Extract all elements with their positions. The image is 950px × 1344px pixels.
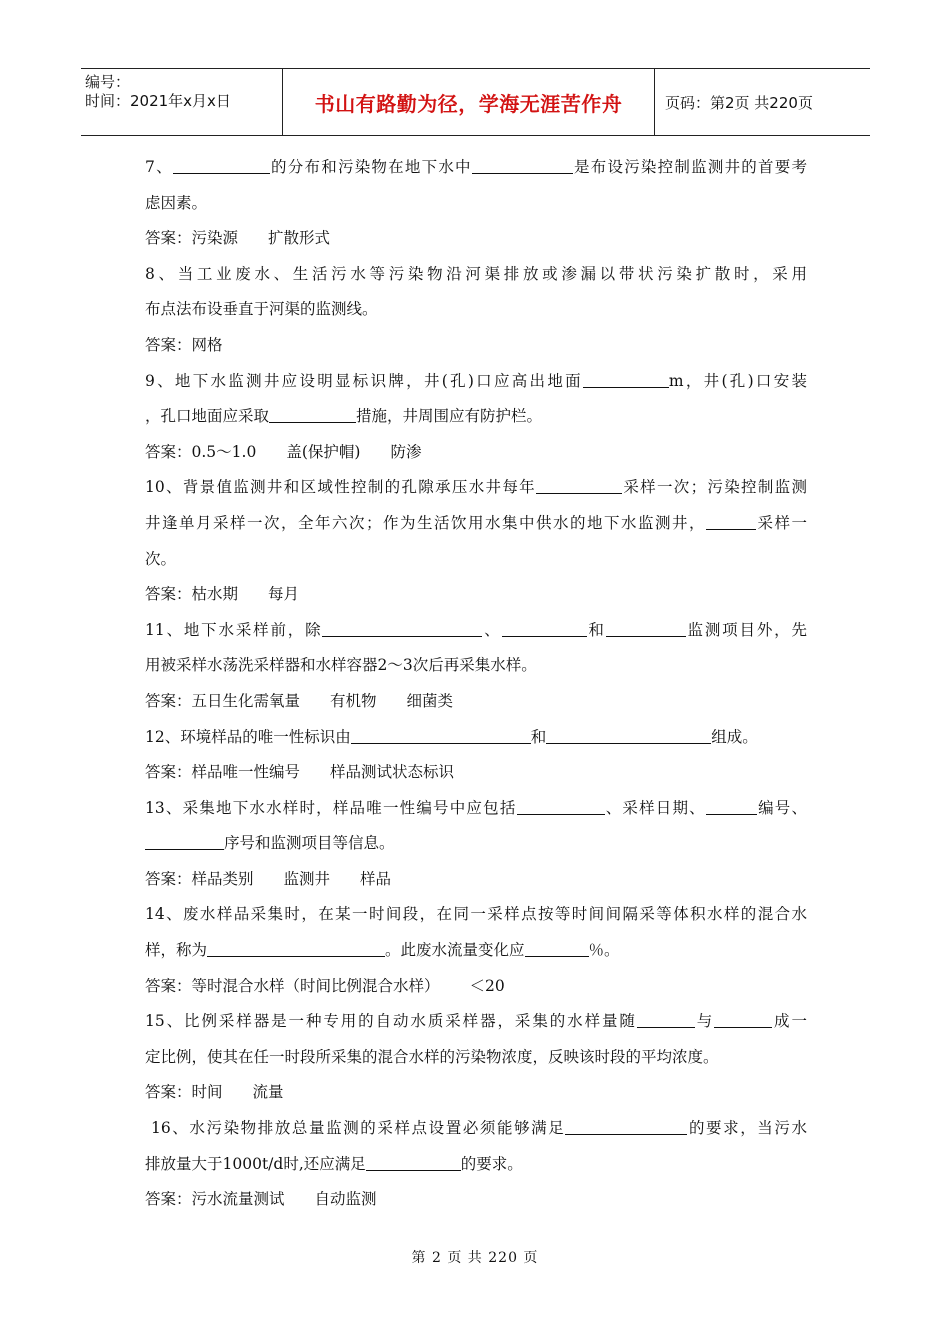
question-text: 样，称为: [145, 941, 208, 960]
question-text: ，孔口地面应采取: [145, 407, 270, 426]
question-text: 、: [482, 620, 502, 639]
answer-value: 等时混合水样（时间比例混合水样）: [191, 976, 440, 995]
question-text: 的要求，当污水: [687, 1119, 807, 1138]
question-text: 采样一: [755, 513, 807, 532]
q9-answer: [145, 435, 807, 471]
answer-label: 答案：: [145, 976, 192, 995]
question-list: [145, 150, 807, 1218]
document-header: [81, 68, 870, 136]
question-text: m，井(孔)口安装: [668, 371, 807, 390]
q7-answer: [145, 221, 807, 257]
answer-label: 答案：: [145, 335, 192, 354]
question-text: 11、地下水采样前，除: [145, 620, 323, 639]
question-text: 和: [530, 727, 547, 746]
q11-line: [145, 613, 807, 649]
q12-line: [145, 720, 807, 756]
q7-line: [145, 150, 807, 186]
answer-value: 0.5～1.0: [191, 442, 257, 461]
answer-value: 监测井: [283, 869, 331, 888]
question-text: 12、环境样品的唯一性标识由: [145, 727, 351, 746]
question-text: 次。: [145, 549, 177, 568]
question-text: 14、废水样品采集时，在某一时间段，在同一采样点按等时间间隔采等体积水样的混合水: [145, 905, 807, 924]
q16-line: [145, 1111, 807, 1147]
fill-blank: [145, 831, 224, 850]
answer-value: 样品类别: [191, 869, 254, 888]
answer-label: 答案：: [145, 869, 192, 888]
q9-line: [145, 399, 807, 435]
q10-line: [145, 470, 807, 506]
question-text: 7、: [145, 158, 173, 176]
question-text: 采样一次；污染控制监测: [622, 478, 807, 497]
question-text: 措施，井周围应有防护栏。: [356, 407, 543, 426]
q13-line: [145, 826, 807, 862]
answer-value: ＜20: [469, 976, 505, 995]
fill-blank: [546, 725, 711, 744]
fill-blank: [517, 796, 605, 815]
question-text: ％。: [588, 941, 620, 960]
answer-label: 答案：: [145, 442, 192, 461]
question-text: 9、地下水监测井应设明显标识牌，井(孔)口应高出地面: [145, 371, 583, 390]
fill-blank: [269, 404, 356, 423]
question-text: 的要求。: [460, 1154, 523, 1173]
answer-value: 污染源: [191, 229, 239, 248]
answer-value: 防渗: [390, 442, 422, 461]
answer-label: 答案：: [145, 229, 192, 248]
answer-value: 时间: [191, 1083, 223, 1102]
q13-answer: [145, 862, 807, 898]
answer-label: 答案：: [145, 585, 192, 604]
question-text: 监测项目外，先: [685, 620, 807, 639]
fill-blank: [714, 1009, 772, 1028]
question-text: 井逢单月采样一次，全年六次；作为生活饮用水集中供水的地下水监测井，: [145, 513, 706, 532]
answer-value: 每月: [268, 585, 300, 604]
q9-line: [145, 364, 807, 400]
question-text: 的分布和污染物在地下水中: [269, 158, 472, 176]
question-text: 和: [586, 620, 606, 639]
fill-blank: [637, 1009, 695, 1028]
answer-value: 污水流量测试: [191, 1190, 285, 1209]
answer-value: 样品: [360, 869, 392, 888]
page-footer: 第 2 页 共 220 页: [411, 1250, 539, 1266]
q15-line: [145, 1004, 807, 1040]
answer-value: 扩散形式: [268, 229, 331, 248]
question-text: 与: [694, 1012, 715, 1031]
question-text: 虑因素。: [145, 193, 208, 212]
answer-value: 盖(保护帽): [286, 442, 361, 461]
answer-value: 自动监测: [314, 1190, 377, 1209]
answer-label: 答案：: [145, 1190, 192, 1209]
q11-answer: [145, 684, 807, 720]
answer-label: 答案：: [145, 1083, 192, 1102]
answer-value: 枯水期: [191, 585, 239, 604]
answer-value: 细菌类: [406, 691, 454, 710]
question-text: 序号和监测项目等信息。: [224, 834, 395, 853]
fill-blank: [173, 155, 270, 174]
fill-blank: [366, 1152, 461, 1171]
fill-blank: [565, 1116, 687, 1135]
q8-line: [145, 257, 807, 293]
fill-blank: [536, 475, 622, 494]
answer-value: 流量: [252, 1083, 284, 1102]
answer-value: 有机物: [330, 691, 377, 710]
answer-label: 答案：: [145, 691, 192, 710]
fill-blank: [525, 938, 589, 957]
q12-answer: [145, 755, 807, 791]
answer-value: 五日生化需氧量: [191, 691, 301, 710]
question-text: 定比例，使其在任一时段所采集的混合水样的污染物浓度，反映该时段的平均浓度。: [145, 1047, 719, 1066]
question-text: 10、背景值监测井和区域性控制的孔隙承压水井每年: [145, 478, 536, 497]
answer-value: 样品测试状态标识: [330, 763, 455, 782]
q10-line: [145, 506, 807, 542]
code-label: 编号：: [85, 73, 131, 91]
question-text: 成一: [772, 1012, 807, 1031]
q15-line: [145, 1040, 807, 1076]
fill-blank: [606, 618, 686, 637]
q11-line: [145, 648, 807, 684]
question-text: 组成。: [711, 727, 758, 746]
q8-answer: [145, 328, 807, 364]
fill-blank: [583, 369, 669, 388]
question-text: 8、当工业废水、生活污水等污染物沿河渠排放或渗漏以带状污染扩散时，采用: [145, 264, 807, 283]
header-motto: 书山有路勤为径，学海无涯苦作舟: [282, 69, 655, 135]
question-text: 。此废水流量变化应: [385, 941, 525, 960]
header-page-label: 页码：第2页 共220页: [665, 93, 813, 112]
date-label: 时间：2021年x月x日: [85, 92, 231, 110]
question-text: 用被采样水荡洗采样器和水样容器2～3次后再采集水样。: [145, 656, 537, 675]
header-meta: [81, 69, 282, 135]
answer-value: 样品唯一性编号: [191, 763, 301, 782]
q8-line: [145, 292, 807, 328]
q14-line: [145, 933, 807, 969]
fill-blank: [207, 938, 385, 957]
q16-answer: [145, 1182, 807, 1218]
question-text: 布点法布设垂直于河渠的监测线。: [145, 300, 378, 319]
q10-line: [145, 542, 807, 578]
question-text: 编号、: [756, 798, 807, 817]
question-text: 排放量大于1000t/d时,还应满足: [145, 1154, 366, 1173]
answer-label: 答案：: [145, 763, 192, 782]
fill-blank: [706, 796, 757, 815]
answer-value: 网格: [191, 335, 223, 354]
q16-line: [145, 1147, 807, 1183]
q14-line: [145, 897, 807, 933]
question-text: 是布设污染控制监测井的首要考: [572, 158, 807, 176]
fill-blank: [706, 511, 756, 530]
q14-answer: [145, 969, 807, 1005]
q15-answer: [145, 1075, 807, 1111]
fill-blank: [472, 155, 573, 174]
question-text: 15、比例采样器是一种专用的自动水质采样器，采集的水样量随: [145, 1012, 637, 1031]
fill-blank: [322, 618, 482, 637]
question-text: 、采样日期、: [604, 798, 706, 817]
fill-blank: [502, 618, 587, 637]
q7-line: [145, 186, 807, 222]
q13-line: [145, 791, 807, 827]
question-text: 16、水污染物排放总量监测的采样点设置必须能够满足: [151, 1119, 566, 1138]
q10-answer: [145, 577, 807, 613]
question-text: 13、采集地下水水样时，样品唯一性编号中应包括: [145, 798, 517, 817]
fill-blank: [351, 725, 531, 744]
